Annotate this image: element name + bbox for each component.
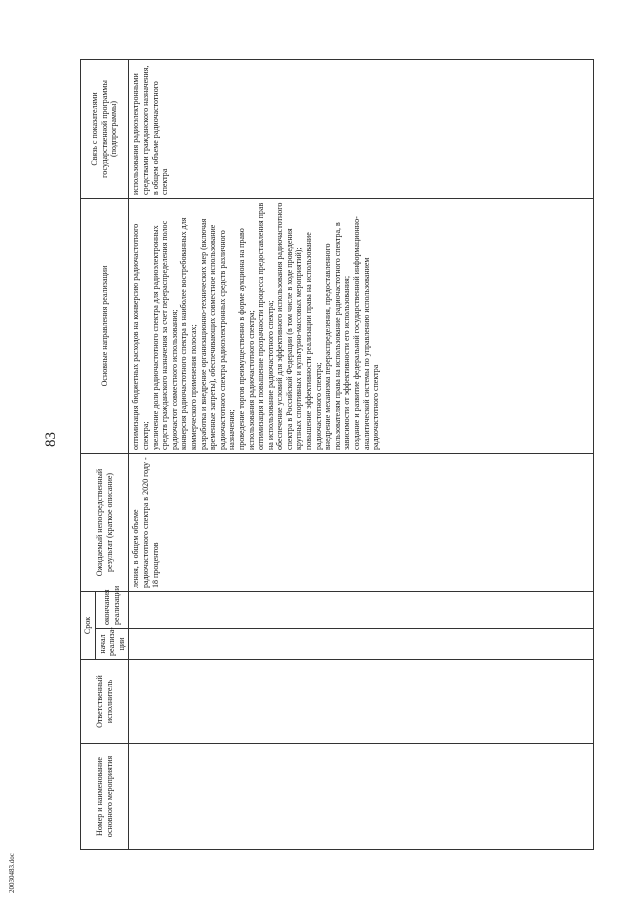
cell-measure xyxy=(129,744,594,850)
direction-item: конверсия радиочастотного спектра в наиболее востребованных для коммерческого применения полосах; xyxy=(179,217,198,450)
direction-item: повышение эффективности реализации права на использование радиочастотного спектра; xyxy=(304,232,323,450)
header-term-end: окончания реализации xyxy=(95,591,129,628)
direction-item: оптимизация бюджетных расходов на конверсию радиочастотного спектра; xyxy=(131,223,150,450)
program-measures-table xyxy=(80,59,594,850)
header-directions: Основные направления реализации xyxy=(81,198,129,453)
direction-item: внедрение механизма перераспределения, предоставленного пользователям права на использование радиочастотного спектра, в зависимости от эффективности его использования; xyxy=(323,222,352,450)
header-measure: Номер и наименование основного мероприятия xyxy=(81,744,129,850)
table-row xyxy=(129,59,594,849)
direction-item: оптимизация и повышение прозрачности процесса предоставления прав на использование радиочастотного спектра; xyxy=(256,202,275,450)
direction-item: обеспечение условий для эффективного использования радиочастотного спектра в Российской Федерации (в том числе в ходе проведения крупных спортивных и культурно-массовых мероприятий); xyxy=(275,202,304,450)
header-link: Связь с показателями государственной программы (подпрограммы) xyxy=(81,59,129,198)
cell-term-start xyxy=(129,629,594,660)
header-executor: Ответственный исполнитель xyxy=(81,660,129,744)
direction-item: разработка и внедрение организационно-технических мер (включая временные запреты), обеспечивающих совместное использование радиочастотного спектра радиоэлектронных средств различного назначения; xyxy=(198,218,237,450)
document-code: 20030483.doc xyxy=(8,853,16,893)
cell-executor xyxy=(129,660,594,744)
direction-item: проведение торгов преимущественно в форме аукциона на право использования радиочастотного спектра; xyxy=(236,228,256,450)
cell-term-end xyxy=(129,591,594,628)
page-number: 83 xyxy=(43,432,59,447)
header-term-start: начал реализа-ции xyxy=(95,629,129,660)
cell-result: ления, в общем объеме радиочастотного спектра в 2020 году - 18 процентов xyxy=(129,453,594,591)
cell-directions xyxy=(129,198,594,453)
header-term: Срок xyxy=(81,591,96,659)
header-result: Ожидаемый непосредственный результат (краткое описание) xyxy=(81,453,129,591)
direction-item: увеличение доли радиочастотного спектра для радиоэлектронных средств гражданского назначения за счет перераспределения полос радиочастот совместного использования; xyxy=(150,220,179,450)
landscape-table-sheet xyxy=(80,60,632,850)
direction-item: создание и развитие федеральной государственной информационно-аналитической системы по управлению использованием радиочастотного спектра xyxy=(352,216,381,450)
header-row-1 xyxy=(81,59,96,849)
cell-link: использования радиоэлектронными средствами гражданского назначения, в общем объеме радиочастотного спектра xyxy=(129,59,594,198)
